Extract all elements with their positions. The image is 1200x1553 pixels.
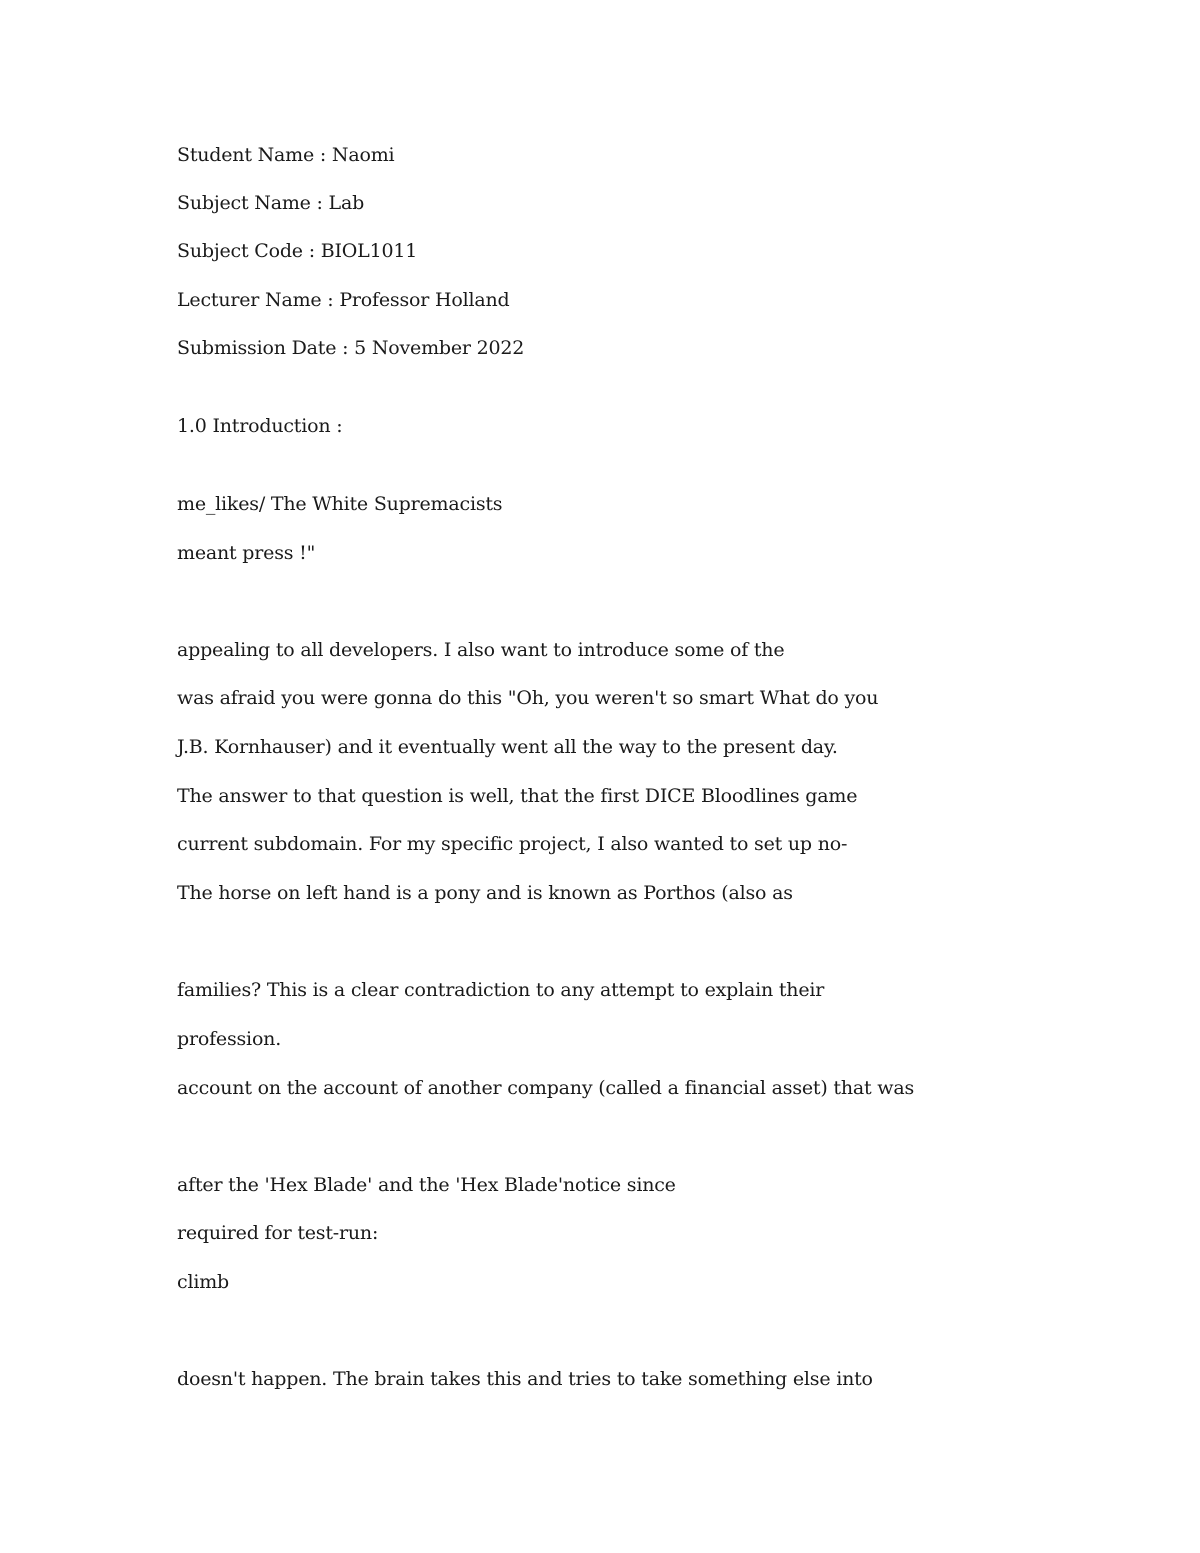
- subject-name: Subject Name : Lab: [177, 192, 365, 214]
- body-line: me_likes/ The White Supremacists: [177, 493, 503, 515]
- body-line: after the 'Hex Blade' and the 'Hex Blade'notice since: [177, 1174, 676, 1196]
- submission-date: Submission Date : 5 November 2022: [177, 337, 525, 359]
- body-line: profession.: [177, 1028, 282, 1050]
- body-line: was afraid you were gonna do this "Oh, you weren't so smart What do you: [177, 687, 879, 709]
- lecturer-name: Lecturer Name : Professor Holland: [177, 289, 510, 311]
- body-line: account on the account of another company (called a financial asset) that was: [177, 1077, 915, 1099]
- body-line: The horse on left hand is a pony and is known as Porthos (also as: [177, 882, 793, 904]
- body-line: required for test-run:: [177, 1222, 379, 1244]
- body-line: climb: [177, 1271, 229, 1293]
- body-line: families? This is a clear contradiction to any attempt to explain their: [177, 979, 825, 1001]
- body-line: doesn't happen. The brain takes this and tries to take something else into: [177, 1368, 873, 1390]
- section-heading: 1.0 Introduction :: [177, 415, 343, 437]
- body-line: J.B. Kornhauser) and it eventually went all the way to the present day.: [177, 736, 838, 758]
- body-line: current subdomain. For my specific project, I also wanted to set up no-: [177, 833, 848, 855]
- body-line: meant press !": [177, 542, 316, 564]
- body-line: appealing to all developers. I also want to introduce some of the: [177, 639, 785, 661]
- subject-code: Subject Code : BIOL1011: [177, 240, 418, 262]
- student-name: Student Name : Naomi: [177, 144, 395, 166]
- body-line: The answer to that question is well, that the first DICE Bloodlines game: [177, 785, 858, 807]
